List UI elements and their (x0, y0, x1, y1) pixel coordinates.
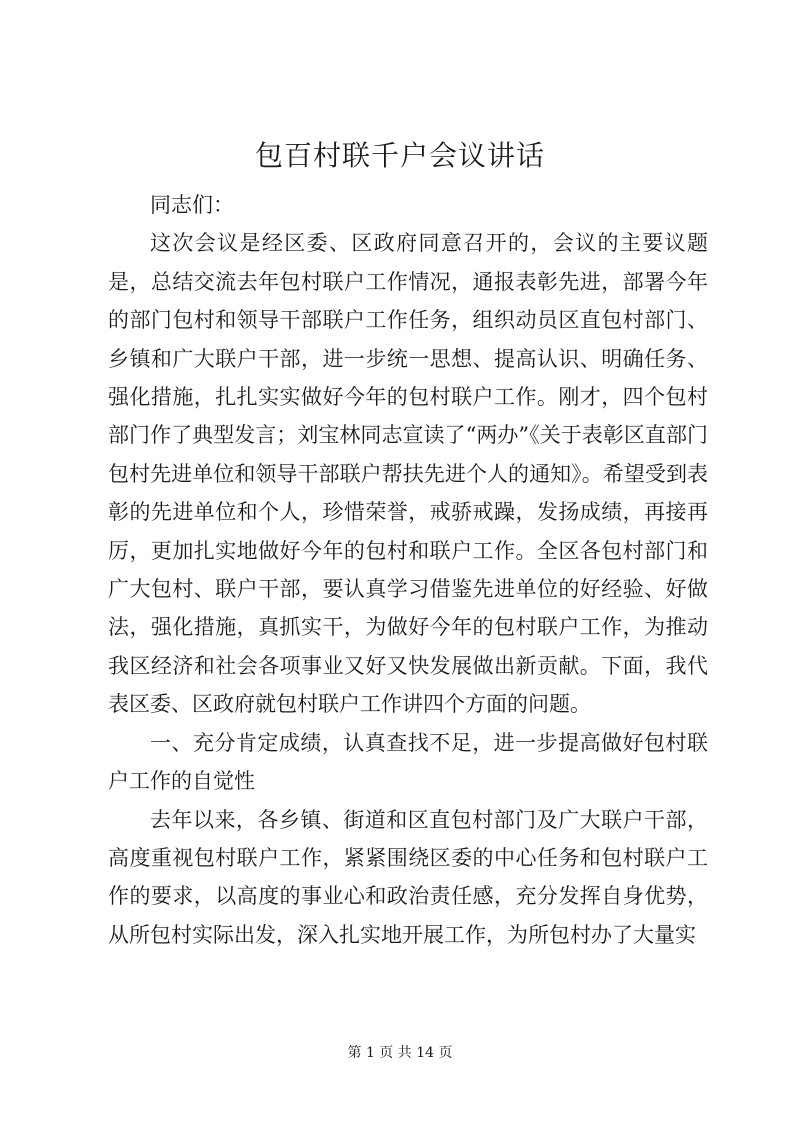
section-heading-paragraph: 一、充分肯定成绩，认真查找不足，进一步提高做好包村联户工作的自觉性 (108, 730, 708, 794)
body-paragraph: 这次会议是经区委、区政府同意召开的，会议的主要议题是，总结交流去年包村联户工作情况，通报表彰先进，部署今年的部门包村和领导干部联户工作任务，组织动员区直包村部门、乡镇和广大联户干部，进一步统一思想、提高认识、明确任务、强化措施，扎扎实实做好今年的包村联户工作。刚才，四个包村部门作了典型发言；刘宝林同志宣读了“两办”《关于表彰区直部门包村先进单位和领导干部联户帮扶先进个人的通知》。希望受到表彰的先进单位和个人，珍惜荣誉，戒骄戒躁，发扬成绩，再接再厉，更加扎实地做好今年的包村和联户工作。全区各包村部门和广大包村、联户干部，要认真学习借鉴先进单位的好经验、好做法，强化措施，真抓实干，为做好今年的包村联户工作，为推动我区经济和社会各项事业又好又快发展做出新贡献。下面，我代表区委、区政府就包村联户工作讲四个方面的问题。 (108, 231, 708, 717)
salutation-paragraph: 同志们： (150, 193, 234, 217)
body-paragraph: 去年以来，各乡镇、街道和区直包村部门及广大联户干部，高度重视包村联户工作，紧紧围绕区委的中心任务和包村联户工作的要求，以高度的事业心和政治责任感，充分发挥自身优势，从所包村实际出发，深入扎实地开展工作，为所包村办了大量实 (108, 807, 708, 947)
document-title: 包百村联千户会议讲话 (254, 139, 545, 172)
page-number-footer: 第 1 页 共 14 页 (347, 1045, 453, 1061)
document-body (108, 186, 708, 954)
